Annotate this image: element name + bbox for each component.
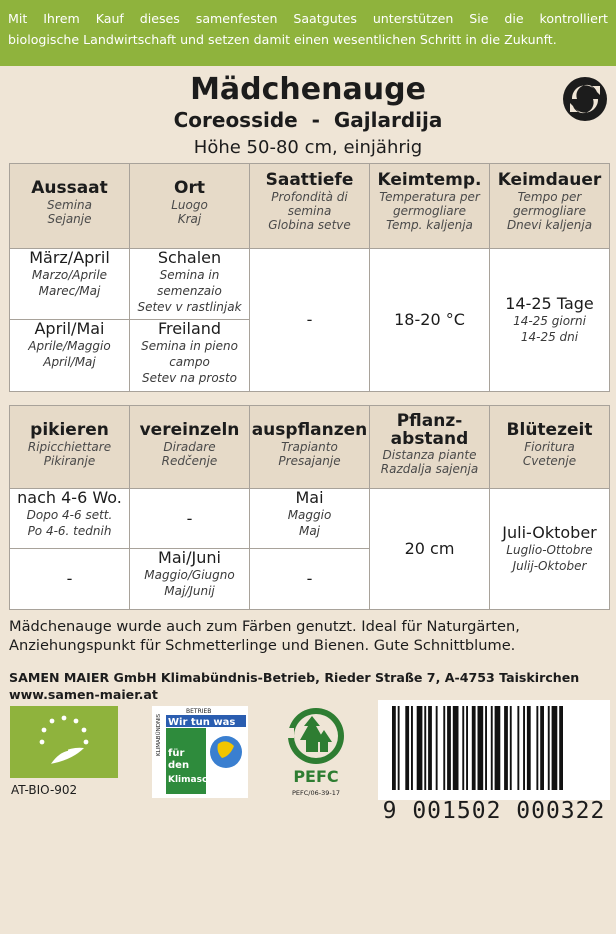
- product-subtitle: Coreosside - Gajlardija: [173, 108, 443, 132]
- product-name: Mädchenauge: [190, 72, 426, 107]
- header-vereinzeln: vereinzeln Diradare Redčenje: [130, 406, 250, 489]
- header-keimtemp: Keimtemp. Temperatura per germogliare Temp. kaljenja: [370, 164, 490, 249]
- cell-vereinzeln-1: -: [130, 489, 250, 549]
- header-ort: Ort Luogo Kraj: [130, 164, 250, 249]
- header-pflanzabstand: Pflanz- abstand Distanza piante Razdalja sajenja: [370, 406, 490, 489]
- barcode-number: 9 001502 000322: [382, 798, 606, 824]
- klimabuendnis-logo-icon: [152, 706, 248, 798]
- cell-saattiefe: -: [250, 249, 370, 392]
- svg-text:KLIMABÜNDNIS: KLIMABÜNDNIS: [156, 713, 162, 756]
- sowing-table: [9, 163, 610, 392]
- pefc-logo-icon: [280, 706, 352, 798]
- header-saattiefe: Saattiefe Profondità di semina Globina setve: [250, 164, 370, 249]
- cell-aussaat-2: April/Mai Aprile/Maggio April/Maj: [10, 320, 130, 392]
- cell-vereinzeln-2: Mai/Juni Maggio/Giugno Maj/Junij: [130, 549, 250, 610]
- product-description: Mädchenauge wurde auch zum Färben genutzt. Ideal für Naturgärten, Anziehungspunkt für Schmetterlinge und Bienen. Gute Schnittblume.: [9, 618, 520, 654]
- banner-line-2: biologische Landwirtschaft und setzen damit einen wesentlichen Schritt in die Zukunft.: [8, 32, 557, 47]
- cell-auspflanzen-2: -: [250, 549, 370, 610]
- company-info: [9, 669, 579, 703]
- banner-line-1: Mit Ihrem Kauf dieses samenfesten Saatgutes unterstützen Sie die kontrolliert: [8, 11, 608, 26]
- company-address: SAMEN MAIER GmbH Klimabündnis-Betrieb, Rieder Straße 7, A-4753 Taiskirchen: [9, 670, 580, 685]
- svg-text:den: den: [168, 760, 190, 771]
- svg-text:BETRIEB: BETRIEB: [186, 708, 212, 715]
- cell-pikieren-1: nach 4-6 Wo. Dopo 4-6 sett. Po 4-6. tednih: [10, 489, 130, 549]
- cell-keimdauer: 14-25 Tage 14-25 giorni 14-25 dni: [490, 249, 610, 392]
- product-height: Höhe 50-80 cm, einjährig: [193, 137, 423, 158]
- eu-organic-leaf-icon: [10, 706, 118, 778]
- header-auspflanzen: auspflanzen Trapianto Presajanje: [250, 406, 370, 489]
- svg-text:Klimaschutz: Klimaschutz: [168, 775, 230, 785]
- cell-keimtemp: 18-20 °C: [370, 249, 490, 392]
- planting-table: [9, 405, 610, 610]
- svg-text:PEFC/06-39-17: PEFC/06-39-17: [292, 789, 340, 797]
- cell-ort-2: Freiland Semina in pieno campo Setev na prosto: [130, 320, 250, 392]
- eu-organic-code: AT-BIO-902: [11, 783, 78, 797]
- svg-text:Wir tun was: Wir tun was: [168, 717, 236, 728]
- svg-text:PEFC: PEFC: [293, 767, 339, 786]
- organic-banner: [0, 0, 616, 66]
- cell-aussaat-1: März/April Marzo/Aprile Marec/Maj: [10, 249, 130, 320]
- cell-auspflanzen-1: Mai Maggio Maj: [250, 489, 370, 549]
- cell-pikieren-2: -: [10, 549, 130, 610]
- header-keimdauer: Keimdauer Tempo per germogliare Dnevi kaljenja: [490, 164, 610, 249]
- cell-pflanzabstand: 20 cm: [370, 489, 490, 610]
- cell-ort-1: Schalen Semina in semenzaio Setev v rastlinjak: [130, 249, 250, 320]
- svg-text:für: für: [168, 748, 185, 759]
- header-bluetezeit: Blütezeit Fioritura Cvetenje: [490, 406, 610, 489]
- barcode: [378, 700, 610, 810]
- cell-bluetezeit: Juli-Oktober Luglio-Ottobre Julij-Oktober: [490, 489, 610, 610]
- header-aussaat: Aussaat Semina Sejanje: [10, 164, 130, 249]
- header-pikieren: pikieren Ripicchiettare Pikiranje: [10, 406, 130, 489]
- recycle-icon: [562, 76, 608, 122]
- company-website[interactable]: www.samen-maier.at: [9, 687, 158, 702]
